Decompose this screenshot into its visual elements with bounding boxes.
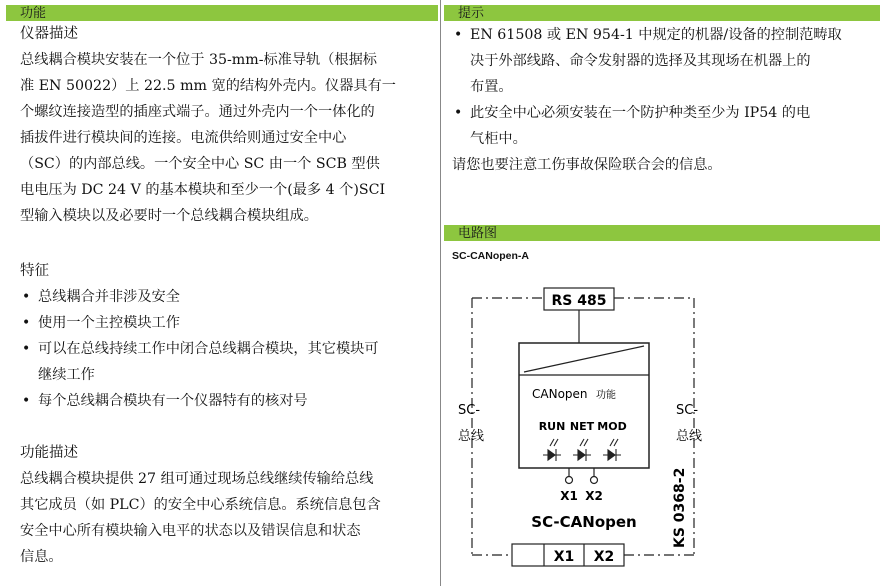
text-line: 准 EN 50022）上 22.5 mm 宽的结构外壳内。仪器具有一 — [20, 78, 396, 94]
device-name: SC-CANopen — [531, 513, 637, 531]
right-column — [444, 0, 880, 586]
text-line: • EN 61508 或 EN 954-1 中规定的机器/设备的控制范畴取 — [470, 27, 842, 43]
section-header-function: 功能 — [6, 5, 438, 21]
features-list — [20, 284, 440, 414]
text-line: 布置。 — [470, 79, 513, 95]
module-box — [519, 343, 649, 468]
text-line: （SC）的内部总线。一个安全中心 SC 由一个 SCB 型供 — [20, 156, 380, 172]
right-bus-label-1: SC- — [676, 403, 699, 418]
text-line: 总线耦合模块提供 27 组可通过现场总线继续传输给总线 — [20, 471, 374, 487]
canopen-label: CANopen — [532, 387, 588, 401]
right-bus-label-2: 总线 — [676, 429, 703, 444]
hints-list — [452, 22, 880, 152]
list-item — [452, 22, 880, 100]
rs485-label: RS 485 — [551, 293, 607, 309]
text-line: 型输入模块以及必要时一个总线耦合模块组成。 — [20, 208, 318, 224]
function-label: 功能 — [596, 390, 616, 401]
text-line: 电电压为 DC 24 V 的基本模块和至少一个(最多 4 个)SCI — [20, 182, 386, 198]
text-line: 其它成员（如 PLC）的安全中心系统信息。系统信息包含 — [20, 497, 381, 513]
column-divider — [440, 0, 441, 586]
text-line: 总线耦合模块安装在一个位于 35-mm-标准导轨（根据标 — [20, 52, 377, 68]
function-description-body — [20, 466, 440, 570]
insurance-note: 请您也要注意工伤事故保险联合会的信息。 — [452, 157, 722, 173]
text-line: • 此安全中心必须安装在一个防护种类至少为 IP54 的电 — [470, 105, 811, 121]
led-label-run: RUN — [538, 420, 566, 433]
text-line: 气柜中。 — [470, 131, 527, 147]
terminal-icons — [566, 468, 598, 484]
text-line: 插拔件进行模块间的连接。电流供给则通过安全中心 — [20, 130, 347, 146]
list-item-continuation: 继续工作 — [38, 367, 95, 383]
text-line: 安全中心所有模块输入电平的状态以及错误信息和状态 — [20, 523, 361, 539]
features-title: 特征 — [20, 263, 49, 279]
list-item: • 使用一个主控模块工作 — [20, 310, 440, 336]
bottom-terminal-x2: X2 — [593, 549, 615, 565]
left-bus-label-1: SC- — [458, 403, 481, 418]
left-bus-label-2: 总线 — [458, 429, 485, 444]
device-code: KS 0368-2 — [672, 467, 688, 548]
bottom-terminal-x1: X1 — [553, 549, 575, 565]
device-description-body — [20, 47, 440, 229]
function-description-title: 功能描述 — [20, 445, 78, 461]
circuit-subtitle: SC-CANopen-A — [452, 250, 529, 262]
list-item: • 每个总线耦合模块有一个仪器特有的核对号 — [20, 388, 440, 414]
list-item: • 总线耦合并非涉及安全 — [20, 284, 440, 310]
led-label-net: NET — [569, 420, 595, 433]
section-header-circuit: 电路图 — [444, 225, 880, 241]
device-description-title: 仪器描述 — [20, 26, 78, 42]
left-column — [6, 0, 438, 586]
terminal-x1-label: X1 — [560, 489, 578, 503]
text-line: 个螺纹连接造型的插座式端子。通过外壳内一个一体化的 — [20, 104, 375, 120]
terminal-x2-label: X2 — [585, 489, 603, 503]
circuit-diagram — [444, 280, 880, 586]
list-item: • 可以在总线持续工作中闭合总线耦合模块，其它模块可 — [20, 336, 440, 362]
text-line: 信息。 — [20, 549, 63, 565]
text-line: 决于外部线路、命令发射器的选择及其现场在机器上的 — [470, 53, 811, 69]
led-label-mod: MOD — [597, 420, 627, 433]
section-header-hint: 提示 — [444, 5, 880, 21]
list-item — [452, 100, 880, 152]
